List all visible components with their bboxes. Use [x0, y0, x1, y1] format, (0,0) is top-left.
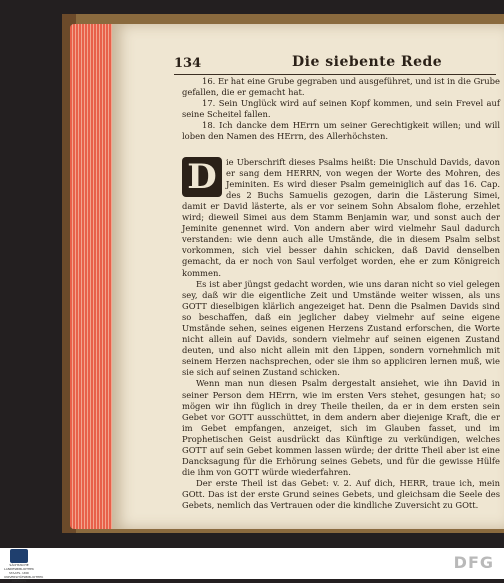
- book-page: [112, 24, 504, 529]
- library-emblem-icon: [10, 549, 28, 563]
- running-title: Die siebente Rede: [292, 54, 443, 70]
- paragraph-1: D ie Uberschrift dieses Psalms heißt: Die Unschuld Davids, davon er sang dem HERRN, von wegen der Worte des Mohren, des Jeminiten. Es wird dieser Psalm gemeiniglich auf das 16. Cap. des 2 Buchs Samuelis gezogen, darin die Lästerung Simei, damit er David lästerte, als er vor seinem Sohn Absalom flohe, erzehlet wird; dieweil Simei aus dem Stamm Benjamin war, und sonst auch der Jeminite genennet wird. Von andern aber wird vielmehr Saul dadurch verstanden: wie denn auch alle Umstände, die in diesem Psalm selbst vorkommen, sich viel besser dahin schicken, daß David denselben gemacht, da er noch von Saul verfolget worden, ehe er zum Königreich kommen.: [182, 156, 500, 278]
- paragraph-2: Es ist aber jüngst gedacht worden, wie uns daran nicht so viel gelegen sey, daß wir die eigentliche Zeit und Umstände weiter wissen, als uns GOTT dieselbigen klärlich angezeiget hat. Denn die Psalmen Davids sind so beschaffen, daß ein jeglicher dabey vielmehr auf seine eigene Umstände sehen, seines eigenen Herzens Zustand erforschen, die Worte nicht allein auf Davids, sondern vielmehr auf seinen eigenen Zustand deuten, und also nicht allein mit den Lippen, sondern vornehmlich mit seinem Herzen nachsprechen, oder sie ihm so appliciren lernen muß, wie sie sich auf seinen Zustand schicken.: [182, 278, 500, 378]
- paragraph-4: Der erste Theil ist das Gebet: v. 2. Auf dich, HERR, traue ich, mein GOtt. Das ist der erste Grund seines Gebets, und gleichsam die Seele des Gebets, nemlich das Vertrauen oder die kindliche Zuversicht zu GOtt.: [182, 478, 500, 511]
- page-header: [174, 54, 496, 75]
- viewer-footer: [0, 548, 504, 583]
- slub-logo[interactable]: [4, 549, 44, 583]
- dfg-logo[interactable]: DFG: [453, 553, 494, 572]
- page-text: [182, 76, 500, 512]
- verse-18: 18. Ich dancke dem HErrn um seiner Gerechtigkeit willen; und will loben den Namen des HErrn, des Allerhöchsten.: [182, 120, 500, 142]
- paragraph-3: Wenn man nun diesen Psalm dergestalt ansiehet, wie ihn David in seiner Person dem HErrn, wie im ersten Vers stehet, gesungen hat; so mögen wir ihn füglich in drey Theile theilen, da er in dem ersten sein Gebet vor GOTT ausschüttet, in dem andern aber diejenige Kraft, die er im Gebet empfangen, anzeiget, sich im Glauben fasset, und im Prophetischen Geist ausdrückt das Künftige zu verkündigen, welches GOTT auf sein Gebet kommen lassen würde; der dritte Theil aber ist eine Dancksagung für die Erhörung seines Gebets, und für die gewisse Hülfe die ihm von GOTT würde wiederfahren.: [182, 378, 500, 478]
- page-edges: [70, 24, 114, 529]
- verse-16: 16. Er hat eine Grube gegraben und ausgeführet, und ist in die Grube gefallen, die er gemacht hat.: [182, 76, 500, 98]
- page-number: 134: [174, 56, 202, 71]
- verse-17: 17. Sein Unglück wird auf seinen Kopf kommen, und sein Frevel auf seine Scheitel fallen.: [182, 98, 500, 120]
- slub-logo-text: SÄCHSISCHE LANDESBIBLIOTHEK STAATS- UND UNIVERSITÄTSBIBLIOTHEK DRESDEN: [4, 563, 44, 583]
- drop-cap: D: [182, 157, 222, 197]
